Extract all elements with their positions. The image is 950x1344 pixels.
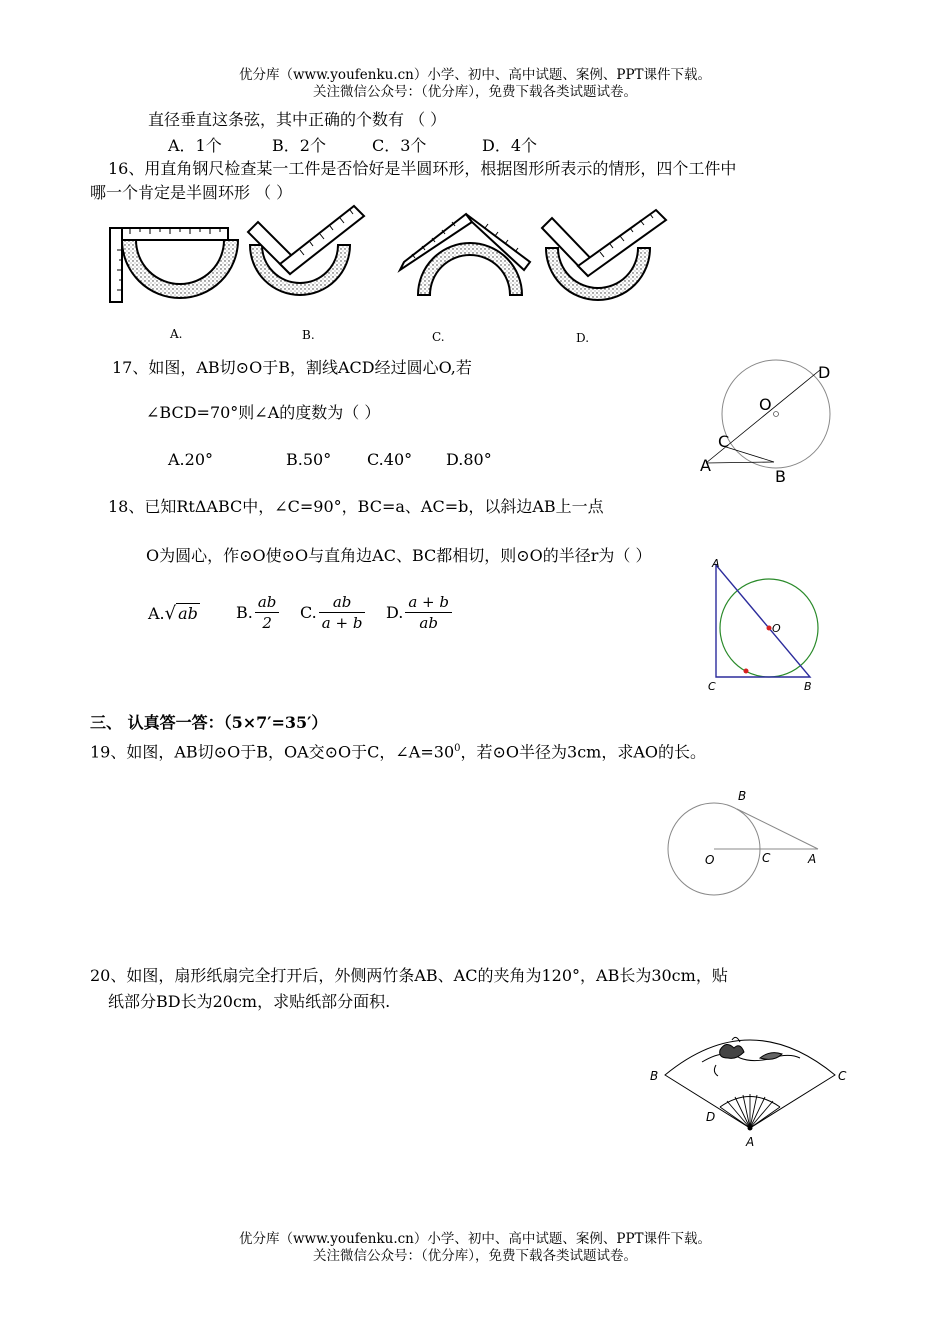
q18-label-c: C xyxy=(708,680,716,693)
q18-option-c-denominator: a + b xyxy=(321,614,363,632)
q17-question-line1: 17、如图，AB切⊙O于B，割线ACD经过圆心O,若 xyxy=(112,358,472,377)
q17-label-d: D xyxy=(818,363,831,382)
q17-label-b: B xyxy=(775,467,786,486)
q20-question-line2: 纸部分BD长为20cm，求贴纸部分面积. xyxy=(108,992,391,1011)
q17-label-o: O xyxy=(759,395,772,414)
q18-option-d-denominator: ab xyxy=(419,614,438,632)
q18-label-o: O xyxy=(772,622,781,635)
q15-continuation: 直径垂直这条弦，其中正确的个数有 （ ） xyxy=(148,110,447,129)
q20-label-d: D xyxy=(706,1110,716,1124)
q20-label-b: B xyxy=(650,1069,659,1083)
q18-option-c-label: C. xyxy=(300,603,317,622)
q17-question-line2: ∠BCD=70°则∠A的度数为（ ） xyxy=(146,403,381,422)
q18-option-a: A.√ ab xyxy=(148,603,198,624)
q18-option-b xyxy=(236,593,281,632)
q18-question-line2: O为圆心，作⊙O使⊙O与直角边AC、BC都相切，则⊙O的半径r为（ ） xyxy=(146,546,652,565)
q19-question-text: 19、如图，AB切⊙O于B，OA交⊙O于C，∠A=30 xyxy=(90,742,455,762)
q18-question-line1: 18、已知RtΔABC中，∠C=90°，BC=a、AC=b，以斜边AB上一点 xyxy=(108,497,604,516)
q16-figures xyxy=(100,200,680,350)
page-footer-line1: 优分库（www.youfenku.cn）小学、初中、高中试题、案例、PPT课件下载。 xyxy=(238,1231,712,1247)
q18-option-d-numerator: a + b xyxy=(405,593,452,613)
q17-figure xyxy=(690,350,850,490)
q16-figure-b xyxy=(248,206,364,295)
q20-question-line1: 20、如图，扇形纸扇完全打开后，外侧两竹条AB、AC的夹角为120°，AB长为30cm，贴 xyxy=(90,966,728,985)
q18-option-d-label: D. xyxy=(386,603,404,622)
q16-question-line1: 16、用直角钢尺检查某一工件是否恰好是半圆环形，根据图形所表示的情形，四个工件中 xyxy=(108,159,737,178)
q18-figure xyxy=(700,555,830,695)
q16-figure-a xyxy=(110,228,238,302)
q17-label-c: C xyxy=(718,432,730,451)
page-header-line2: 关注微信公众号：（优分库），免费下载各类试题试卷。 xyxy=(313,84,637,100)
q18-option-c-numerator: ab xyxy=(319,593,366,613)
q19-question-text2: ，若⊙O半径为3cm，求AO的长。 xyxy=(460,742,707,762)
section-3-title: 三、 认真答一答：（5×7′=35′） xyxy=(90,713,328,732)
q20-label-a: A xyxy=(746,1135,755,1149)
q18-option-c xyxy=(300,593,367,632)
q17-option-c: C.40° xyxy=(367,450,413,469)
q17-option-b: B.50° xyxy=(286,450,332,469)
q16-label-d: D. xyxy=(576,331,590,345)
page-header-line1: 优分库（www.youfenku.cn）小学、初中、高中试题、案例、PPT课件下载。 xyxy=(238,67,712,83)
q16-question-line2: 哪一个肯定是半圆环形 （ ） xyxy=(90,183,293,202)
q15-option-b: B．2个 xyxy=(272,136,326,155)
q18-label-b: B xyxy=(804,680,812,693)
q15-option-a: A．1个 xyxy=(168,136,222,155)
q18-option-b-denominator: 2 xyxy=(262,614,272,632)
q15-option-d: D．4个 xyxy=(482,136,538,155)
q16-figure-c xyxy=(400,214,530,295)
page-footer-line2: 关注微信公众号：（优分库），免费下载各类试题试卷。 xyxy=(313,1248,637,1264)
q19-label-b: B xyxy=(738,789,747,803)
q16-figure-d xyxy=(542,210,666,300)
q17-option-a: A.20° xyxy=(168,450,213,469)
q18-option-d xyxy=(386,593,454,632)
q20-label-c: C xyxy=(838,1069,847,1083)
q16-label-c: C. xyxy=(432,330,445,344)
q17-option-d: D.80° xyxy=(446,450,492,469)
q19-question xyxy=(90,738,706,763)
q19-figure xyxy=(660,785,830,900)
q19-label-o: O xyxy=(705,853,715,867)
q19-label-c: C xyxy=(762,851,771,865)
q20-fan-figure xyxy=(640,1020,860,1155)
q15-option-c: C．3个 xyxy=(372,136,427,155)
q18-option-b-label: B. xyxy=(236,603,253,622)
q18-label-a: A xyxy=(712,557,720,570)
q16-label-b: B. xyxy=(302,328,315,342)
q18-option-a-radicand: ab xyxy=(178,604,198,623)
q18-option-a-label: A. xyxy=(148,604,165,623)
q18-option-b-numerator: ab xyxy=(255,593,280,613)
q19-label-a: A xyxy=(808,852,817,866)
q17-label-a: A xyxy=(700,456,711,475)
q19-degree-superscript: 0 xyxy=(454,743,461,754)
q20-flower-decoration xyxy=(702,1037,800,1076)
q16-label-a: A. xyxy=(170,327,183,341)
